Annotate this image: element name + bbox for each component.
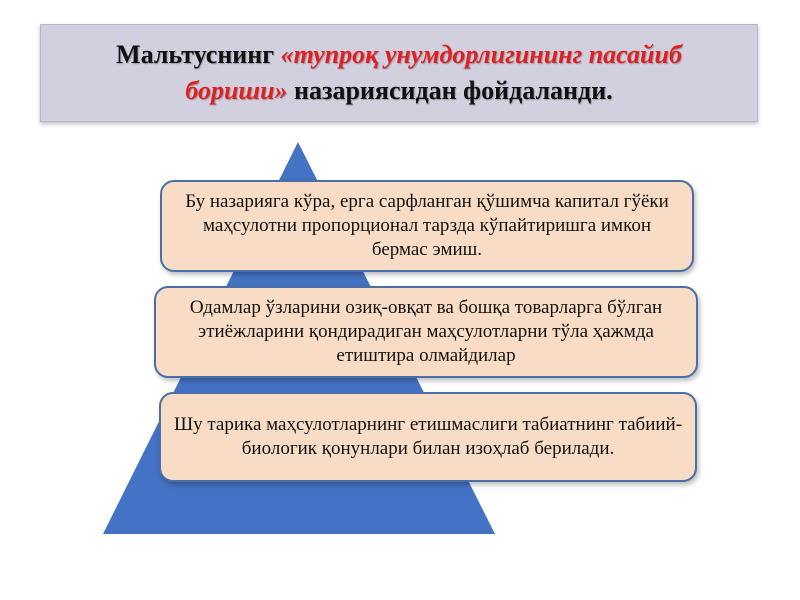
pyramid-step-middle: Одамлар ўзларини озиқ-овқат ва бошқа товарларга бўлган этиёжларини қондирадиган маҳсулотларни тўла ҳажмда етиштира олмайдилар [154, 286, 698, 378]
title-suffix: назариясидан фойдаланди. [287, 76, 613, 105]
pyramid-step-top: Бу назарияга кўра, ерга сарфланган қўшимча капитал гўёки маҳсулотни пропорционал тарзда кўпайтиришга имкон бермас эмиш. [160, 180, 694, 272]
title-prefix: Мальтуснинг [116, 40, 281, 69]
title-emphasis: «тупроқ унумдорлигининг пасайиб бориши» [185, 40, 682, 105]
pyramid-step-bottom: Шу тарика маҳсулотларнинг етишмаслиги табиатнинг табиий-биологик қонунлари билан изоҳлаб берилади. [159, 392, 697, 482]
